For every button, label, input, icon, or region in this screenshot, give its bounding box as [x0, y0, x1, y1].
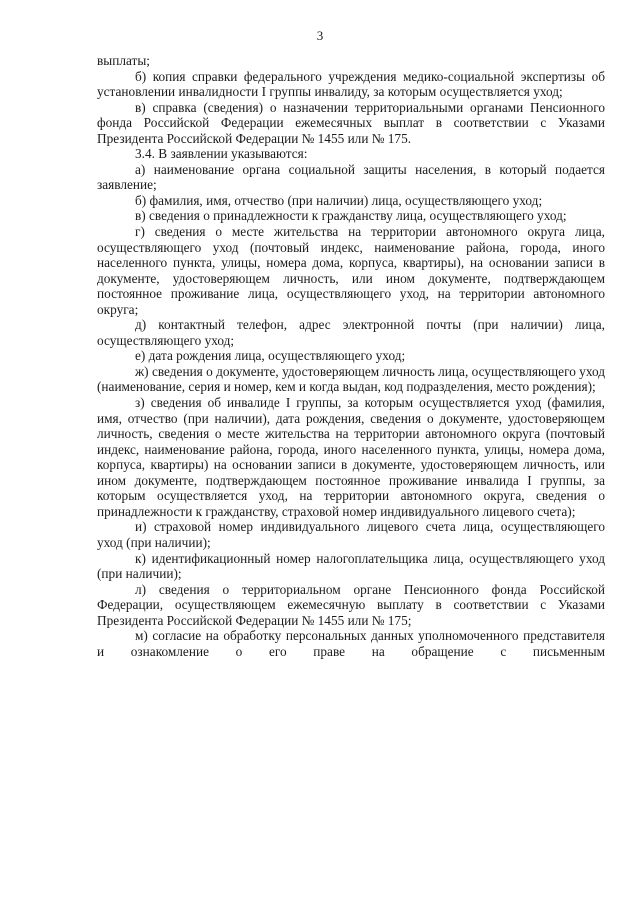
paragraph-item-zh-identity-document: ж) сведения о документе, удостоверяющем личность лица, осуществляющего уход (наименование, серия и номер, кем и когда выдан, код подразделения, место рождения);: [97, 363, 605, 395]
paragraph-item-b-certificate-copy: б) копия справки федерального учреждения медико-социальной экспертизы об установлении инвалидности I группы инвалиду, за которым осуществляется уход;: [97, 68, 605, 100]
paragraph-item-d-contact: д) контактный телефон, адрес электронной почты (при наличии) лица, осуществляющего уход;: [97, 317, 605, 348]
paragraph-item-v-citizenship: в) сведения о принадлежности к гражданству лица, осуществляющего уход;: [135, 208, 567, 224]
paragraph-item-v-pension-fund-certificate: в) справка (сведения) о назначении территориальными органами Пенсионного фонда Российской Федерации ежемесячных выплат в соответствии с Указами Президента Российской Федерации № 1455 или № 175.: [97, 99, 605, 146]
paragraph-section-3-4: 3.4. В заявлении указываются:: [135, 146, 308, 162]
paragraph-item-g-residence: г) сведения о месте жительства на территории автономного округа лица, осуществляющего уход (почтовый индекс, наименование района, города, иного населенного пункта, улицы, номера дома, корпуса, квартиры), на основании записи в документе, удостоверяющем личность, или ином документе, подтверждающем постоянное проживание лица, осуществляющего уход, на территории автономного округа;: [97, 224, 605, 317]
paragraph-item-m-consent: м) согласие на обработку персональных данных уполномоченного представителя и ознакомление о его праве на обращение с письменным: [97, 628, 605, 659]
paragraph-item-e-birth-date: е) дата рождения лица, осуществляющего уход;: [135, 348, 406, 364]
paragraph-item-l-pension-fund-body: л) сведения о территориальном органе Пенсионного фонда Российской Федерации, осуществляющем ежемесячную выплату в соответствии с Указами Президента Российской Федерации № 1455 или № 175;: [97, 581, 605, 628]
paragraph-item-z-disabled-person: з) сведения об инвалиде I группы, за которым осуществляется уход (фамилия, имя, отчество (при наличии), дата рождения, сведения о документе, удостоверяющем личность, сведения о месте жительства на территории автономного округа (почтовый индекс, наименование района, города, иного населенного пункта, улицы, номера дома, корпуса, квартиры) на основании записи в документе, удостоверяющем личность, или ином документе, подтверждающем постоянное проживание инвалида I группы, за которым осуществляется уход, на территории автономного округа, сведения о принадлежности к гражданству, страховой номер индивидуального лицевого счета);: [97, 395, 605, 519]
paragraph-item-k-tax-number: к) идентификационный номер налогоплательщика лица, осуществляющего уход (при наличии);: [97, 550, 605, 582]
paragraph-item-b-full-name: б) фамилия, имя, отчество (при наличии) лица, осуществляющего уход;: [135, 192, 543, 208]
paragraph-item-a-authority-name: а) наименование органа социальной защиты населения, в который подается заявление;: [97, 161, 605, 193]
paragraph-continuation: выплаты;: [97, 53, 150, 68]
page-number: 3: [316, 28, 324, 43]
paragraph-item-i-insurance-number: и) страховой номер индивидуального лицевого счета лица, осуществляющего уход (при наличии);: [97, 519, 605, 550]
document-body: [97, 53, 605, 659]
